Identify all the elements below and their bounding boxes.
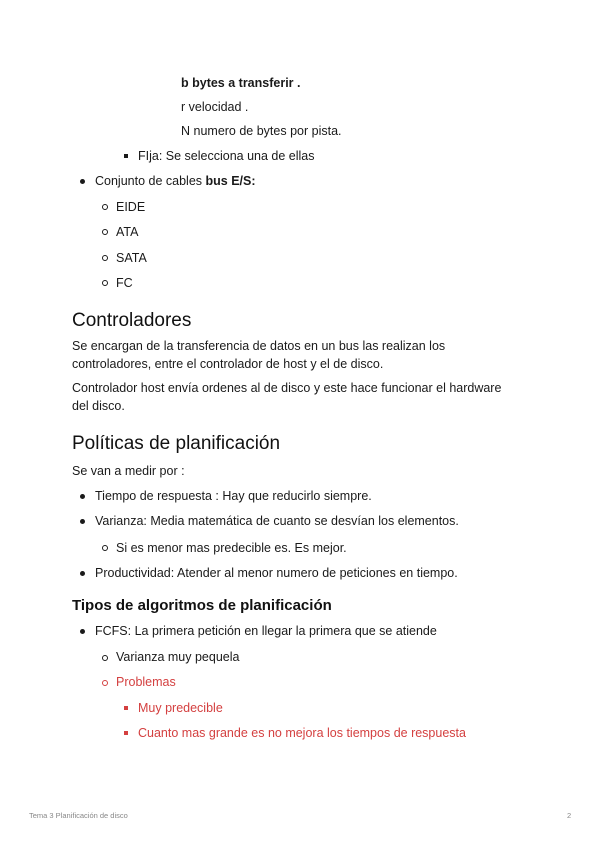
cables-item [95,173,256,189]
politicas-item-productividad: Productividad: Atender al menor numero de peticiones en tiempo. [95,566,458,580]
disc-bullet-icon [80,571,85,576]
cable-item-sata: SATA [116,251,147,265]
tipos-heading: Tipos de algoritmos de planificación [72,597,332,614]
circle-bullet-icon [102,545,108,551]
formula-line-b: b bytes a transferir . [181,76,301,90]
problema-tiempos: Cuanto mas grande es no mejora los tiempos de respuesta [138,726,466,740]
controladores-para1-line2: controladores, entre el controlador de host y el de disco. [72,357,384,371]
circle-bullet-icon [102,655,108,661]
tipos-sub-varianza: Varianza muy pequela [116,650,240,664]
politicas-item-tiempo: Tiempo de respuesta : Hay que reducirlo siempre. [95,489,372,503]
politicas-heading: Políticas de planificación [72,433,281,454]
controladores-para1-line1: Se encargan de la transferencia de datos en un bus las realizan los [72,339,446,353]
footer-page-number: 2 [567,811,572,820]
cable-item-fc: FC [116,276,133,290]
disc-bullet-icon [80,179,85,184]
formula-line-r: r velocidad . [181,100,249,114]
circle-bullet-icon [102,280,108,286]
square-bullet-icon [124,154,128,158]
cable-item-ata: ATA [116,225,139,239]
circle-bullet-icon [102,680,108,686]
controladores-para2-line2: del disco. [72,399,125,413]
politicas-varianza-sub: Si es menor mas predecible es. Es mejor. [116,541,347,555]
disc-bullet-icon [80,629,85,634]
square-bullet-icon [124,706,128,710]
tipos-sub-problemas: Problemas [116,675,176,689]
fija-item: FIja: Se selecciona una de ellas [138,149,315,163]
cables-bold: bus E/S: [205,174,256,188]
problema-predecible: Muy predecible [138,701,223,715]
square-bullet-icon [124,731,128,735]
politicas-item-varianza: Varianza: Media matemática de cuanto se desvían los elementos. [95,514,459,528]
controladores-heading: Controladores [72,310,192,331]
disc-bullet-icon [80,494,85,499]
disc-bullet-icon [80,519,85,524]
tipos-item-fcfs: FCFS: La primera petición en llegar la primera que se atiende [95,624,437,638]
cable-item-eide: EIDE [116,200,146,214]
circle-bullet-icon [102,204,108,210]
circle-bullet-icon [102,229,108,235]
controladores-para2-line1: Controlador host envía ordenes al de disco y este hace funcionar el hardware [72,381,502,395]
footer-title: Tema 3 Planificación de disco [29,811,128,820]
cables-prefix: Conjunto de cables [95,174,206,188]
politicas-intro: Se van a medir por : [72,464,185,478]
circle-bullet-icon [102,255,108,261]
formula-line-n: N numero de bytes por pista. [181,124,342,138]
